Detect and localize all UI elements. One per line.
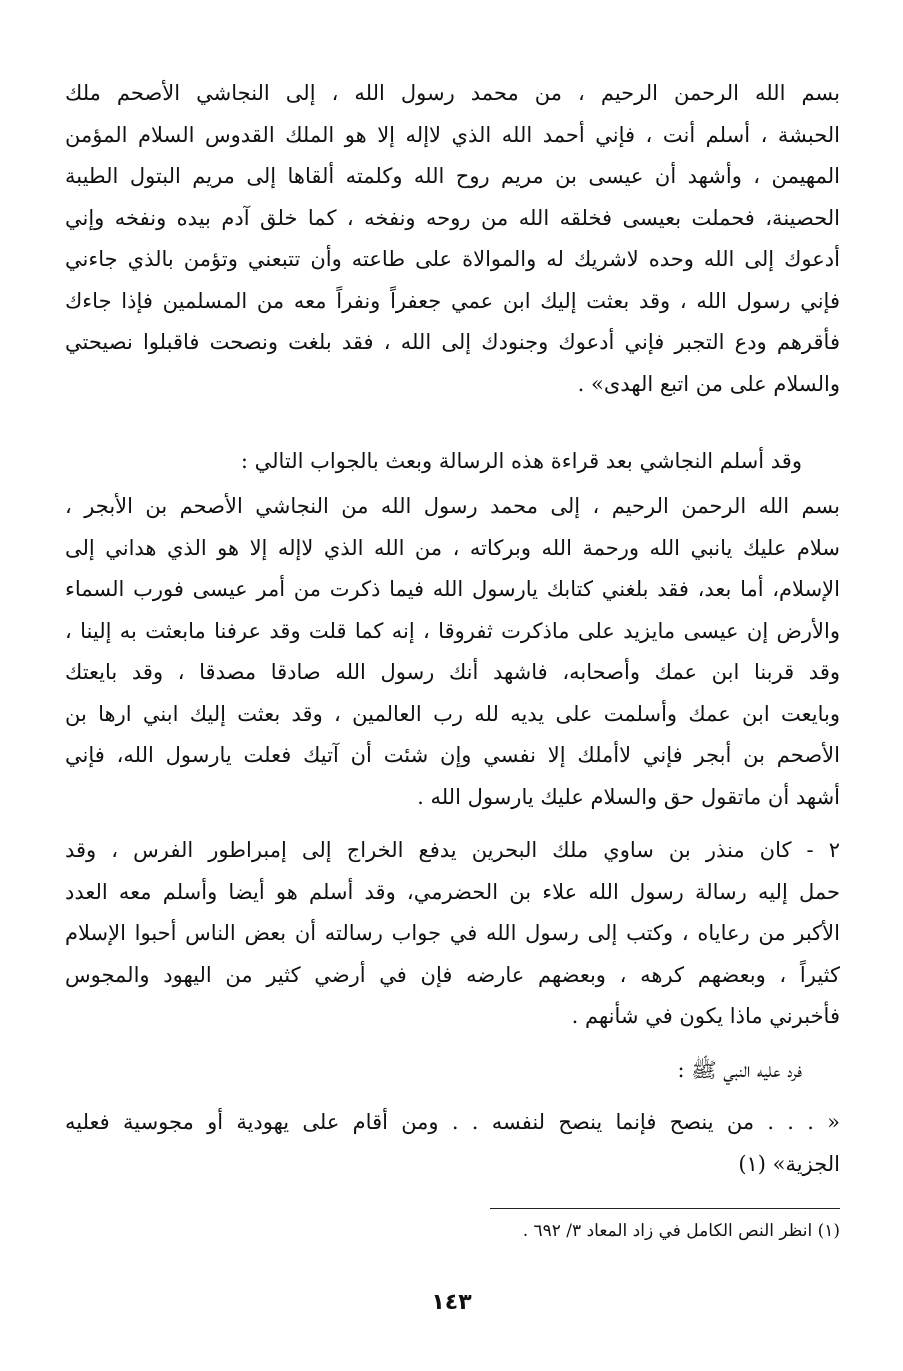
footnote-divider bbox=[490, 1208, 840, 1209]
text-line: سلام عليك يانبي الله ورحمة الله وبركاته ، من الله الذي لاإله إلا هو الذي هداني إلى bbox=[65, 535, 840, 560]
text-line: فأقرهم ودع التجبر فإني أدعوك وجنودك إلى الله ، فقد بلغت ونصحت فاقبلوا نصيحتي bbox=[65, 330, 840, 354]
text-line: أشهد أن ماتقول حق والسلام عليك يارسول الله . bbox=[417, 784, 840, 809]
text-line: وقد قربنا ابن عمك وأصحابه، فاشهد أنك رسول الله صادقا مصدقا ، وقد بايعتك bbox=[65, 660, 840, 684]
footnote: (١) انظر النص الكامل في زاد المعاد ٣/ ٦٩٢ . bbox=[522, 1221, 840, 1241]
text-line: حمل إليه رسالة رسول الله علاء بن الحضرمي، وقد أسلم هو أيضا وأسلم معه العدد bbox=[65, 879, 840, 904]
text-line: وبايعت ابن عمك وأسلمت على يديه لله رب العالمين ، وقد بعثت إليك ابني ارها بن bbox=[65, 701, 840, 726]
text-line: فإني رسول الله ، وقد بعثت إليك ابن عمي جعفراً ونفراً معه من المسلمين فإذا جاءك bbox=[65, 288, 840, 313]
paragraph-mundhir-bin-sawi bbox=[65, 830, 840, 1038]
text-line: فرد عليه النبي ﷺ : bbox=[677, 1058, 802, 1082]
text-line: بسم الله الرحمن الرحيم ، من محمد رسول الله ، إلى النجاشي الأصحم ملك bbox=[65, 81, 840, 105]
text-line: الأكبر من رعاياه ، وكتب إلى رسول الله في جواب رسالته أن بعض الناس أحبوا الإسلام bbox=[65, 921, 840, 945]
text-line: أدعوك إلى الله وحده لاشريك له والموالاة على طاعته وأن تتبعني وتؤمن بالذي جاءني bbox=[65, 247, 840, 271]
page-number: ١٤٣ bbox=[431, 1290, 472, 1315]
paragraph-negus-reply bbox=[65, 486, 840, 818]
text-line: الحصينة، فحملت بعيسى فخلقه الله من روحه ونفخه ، كما خلق آدم بيده ونفخه وإني bbox=[65, 205, 840, 230]
text-line: كثيراً ، وبعضهم كرهه ، وبعضهم عارضه فإن في أرضي كثير من اليهود والمجوس bbox=[65, 962, 840, 987]
text-line: المهيمن ، وأشهد أن عيسى بن مريم روح الله وكلمته ألقاها إلى مريم البتول الطيبة bbox=[65, 164, 840, 188]
paragraph-quoted-reply bbox=[65, 1102, 840, 1185]
text-line: ٢ - كان منذر بن ساوي ملك البحرين يدفع الخراج إلى إمبراطور الفرس ، وقد bbox=[65, 838, 840, 862]
text-line: وقد أسلم النجاشي بعد قراءة هذه الرسالة وبعث بالجواب التالي : bbox=[240, 449, 802, 473]
text-line: الجزية» (١) bbox=[738, 1151, 840, 1176]
paragraph-negus-converted bbox=[27, 441, 840, 483]
text-line: بسم الله الرحمن الرحيم ، إلى محمد رسول الله من النجاشي الأصحم بن الأبجر ، bbox=[65, 494, 840, 518]
text-line: « . . . من ينصح فإنما ينصح لنفسه . . ومن أقام على يهودية أو مجوسية فعليه bbox=[65, 1110, 840, 1134]
text-line: الإسلام، أما بعد، فقد بلغني كتابك يارسول الله فيما ذكرت من أمر عيسى فورب السماء bbox=[65, 577, 840, 601]
paragraph-letter-to-negus bbox=[65, 73, 840, 405]
paragraph-prophet-replied bbox=[27, 1050, 840, 1092]
text-line: الأصحم بن أبجر فإني لاأملك إلا نفسي وإن شئت أن آتيك فعلت يارسول الله، فإني bbox=[65, 743, 840, 767]
text-line: والأرض إن عيسى مايزيد على ماذكرت ثفروقا ، إنه كما قلت وقد عرفنا مابعثت به إلينا ، bbox=[65, 618, 840, 643]
text-line: فأخبرني ماذا يكون في شأنهم . bbox=[571, 1004, 840, 1028]
text-line: الحبشة ، أسلم أنت ، فإني أحمد الله الذي لاإله إلا هو الملك القدوس السلام المؤمن bbox=[65, 122, 840, 147]
text-line: والسلام على من اتبع الهدى» . bbox=[577, 371, 840, 396]
